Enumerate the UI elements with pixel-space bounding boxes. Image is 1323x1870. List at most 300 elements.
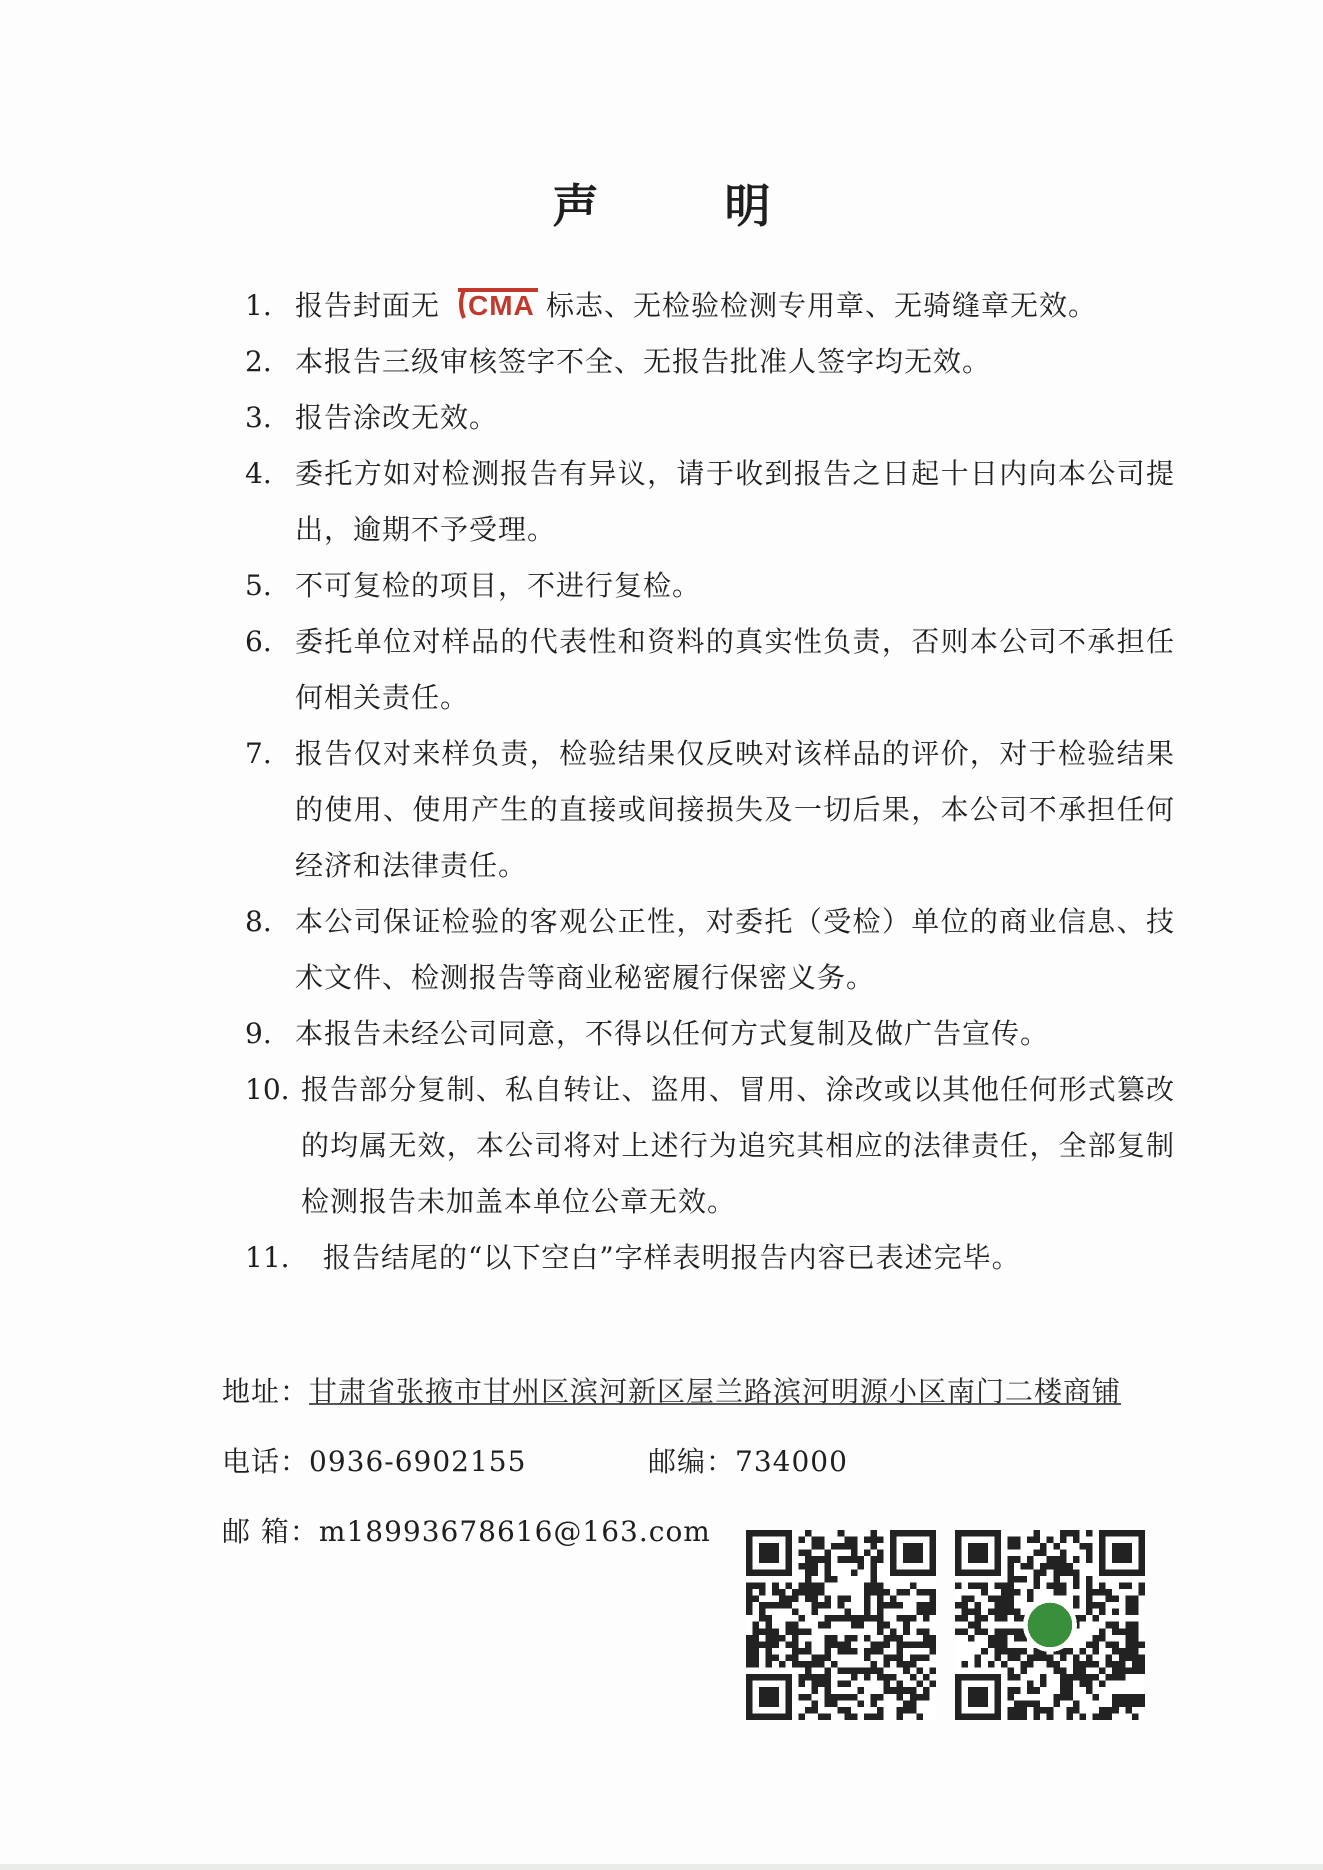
qr-module [962, 1596, 969, 1603]
qr-module [1086, 1641, 1093, 1648]
qr-module [759, 1609, 766, 1616]
qr-module [1125, 1622, 1132, 1629]
qr-module [1099, 1713, 1106, 1720]
qr-module [870, 1713, 877, 1720]
qr-module [785, 1628, 792, 1635]
qr-module [805, 1569, 812, 1576]
qr-module [831, 1576, 838, 1583]
clause-number: 11. [245, 1241, 290, 1274]
qr-module [779, 1602, 786, 1609]
qr-module [1034, 1537, 1041, 1544]
qr-module [1086, 1556, 1093, 1563]
qr-module [851, 1635, 858, 1642]
qr-module [1132, 1713, 1139, 1720]
qr-module [877, 1622, 884, 1629]
qr-module [1053, 1700, 1060, 1707]
clause-number: 2. [245, 345, 272, 378]
qr-module [1014, 1589, 1021, 1596]
qr-module [962, 1615, 969, 1622]
qr-module [746, 1641, 753, 1648]
qr-module [864, 1550, 871, 1557]
address-line [222, 1370, 1121, 1410]
clause-number: 10. [245, 1073, 290, 1106]
qr-module [994, 1602, 1001, 1609]
qr-module [805, 1530, 812, 1537]
qr-module [798, 1582, 805, 1589]
qr-module [1021, 1713, 1028, 1720]
qr-module [884, 1602, 891, 1609]
qr-module [857, 1615, 864, 1622]
qr-module [1132, 1602, 1139, 1609]
qr-module [838, 1602, 845, 1609]
qr-module [994, 1609, 1001, 1616]
qr-module [962, 1661, 969, 1668]
qr-module [975, 1609, 982, 1616]
qr-module [870, 1694, 877, 1701]
qr-module [1073, 1654, 1080, 1661]
qr-module [870, 1576, 877, 1583]
qr-module [825, 1622, 832, 1629]
phone-label: 电话： [222, 1445, 310, 1478]
qr-module [1053, 1569, 1060, 1576]
clause-item [245, 726, 1175, 894]
qr-module [844, 1556, 851, 1563]
qr-module [923, 1635, 930, 1642]
qr-module [844, 1668, 851, 1675]
qr-module [1007, 1694, 1014, 1701]
qr-module [1106, 1713, 1113, 1720]
qr-module [1034, 1707, 1041, 1714]
qr-module [1007, 1602, 1014, 1609]
qr-module [844, 1543, 851, 1550]
qr-module [1007, 1537, 1014, 1544]
qr-module [1060, 1654, 1067, 1661]
qr-module [877, 1641, 884, 1648]
qr-module [988, 1596, 995, 1603]
qr-module [994, 1615, 1001, 1622]
qr-module [844, 1713, 851, 1720]
qr-module [766, 1615, 773, 1622]
qr-module [1132, 1622, 1139, 1629]
qr-module [812, 1681, 819, 1688]
qr-module [962, 1609, 969, 1616]
qr-module [1027, 1596, 1034, 1603]
qr-module [1112, 1707, 1119, 1714]
qr-module [805, 1661, 812, 1668]
qr-module [1132, 1668, 1139, 1675]
qr-module [746, 1635, 753, 1642]
qr-module [1093, 1635, 1100, 1642]
qr-module [877, 1648, 884, 1655]
qr-module [884, 1674, 891, 1681]
qr-module [864, 1648, 871, 1655]
qr-module [975, 1622, 982, 1629]
qr-module [1027, 1654, 1034, 1661]
qr-module [877, 1694, 884, 1701]
qr-module [864, 1654, 871, 1661]
clause-list [245, 278, 1175, 1286]
qr-module [766, 1654, 773, 1661]
qr-module [746, 1661, 753, 1668]
qr-module [1060, 1681, 1067, 1688]
qr-module [1021, 1700, 1028, 1707]
address-label: 地址： [222, 1375, 310, 1408]
qr-module [818, 1674, 825, 1681]
qr-module [1040, 1707, 1047, 1714]
qr-module [812, 1537, 819, 1544]
qr-module [1099, 1602, 1106, 1609]
qr-module [779, 1589, 786, 1596]
clause-text: 本公司保证检验的客观公正性，对委托（受检）单位的商业信息、技术文件、检测报告等商业秘密履行保密义务。 [295, 905, 1175, 994]
qr-module [890, 1674, 897, 1681]
qr-module [923, 1674, 930, 1681]
qr-module [1073, 1661, 1080, 1668]
qr-module [831, 1543, 838, 1550]
qr-module [897, 1694, 904, 1701]
qr-module [831, 1635, 838, 1642]
qr-module [851, 1569, 858, 1576]
qr-module [1007, 1543, 1014, 1550]
qr-module [844, 1681, 851, 1688]
qr-module [851, 1648, 858, 1655]
qr-module [818, 1661, 825, 1668]
qr-module [1099, 1582, 1106, 1589]
qr-module [1053, 1563, 1060, 1570]
qr-module [968, 1622, 975, 1629]
qr-module [1007, 1556, 1014, 1563]
qr-module [1027, 1589, 1034, 1596]
qr-module [844, 1615, 851, 1622]
qr-module [1125, 1635, 1132, 1642]
qr-module [825, 1569, 832, 1576]
qr-module [1007, 1648, 1014, 1655]
qr-module [1106, 1707, 1113, 1714]
qr-module [844, 1537, 851, 1544]
qr-module [884, 1681, 891, 1688]
qr-module [1086, 1576, 1093, 1583]
qr-module [897, 1681, 904, 1688]
qr-module [1093, 1674, 1100, 1681]
qr-module [1112, 1668, 1119, 1675]
qr-module [1125, 1609, 1132, 1616]
qr-module [1007, 1628, 1014, 1635]
qr-module [1138, 1694, 1145, 1701]
qr-module [812, 1543, 819, 1550]
qr-module [1060, 1530, 1067, 1537]
qr-module [1040, 1550, 1047, 1557]
clause-number: 3. [245, 401, 272, 434]
qr-module [903, 1661, 910, 1668]
qr-module [798, 1661, 805, 1668]
qr-module [975, 1654, 982, 1661]
phone-line [222, 1440, 526, 1480]
qr-module [890, 1635, 897, 1642]
email-label: 邮 箱： [222, 1515, 319, 1548]
qr-module [785, 1602, 792, 1609]
qr-module [792, 1661, 799, 1668]
clause-text: 报告结尾的“以下空白”字样表明报告内容已表述完毕。 [323, 1241, 1021, 1274]
qr-module [753, 1641, 760, 1648]
qr-module [1125, 1628, 1132, 1635]
qr-module [1138, 1661, 1145, 1668]
qr-module [798, 1681, 805, 1688]
qr-module [916, 1602, 923, 1609]
qr-module [851, 1556, 858, 1563]
qr-module [988, 1661, 995, 1668]
qr-module [1014, 1700, 1021, 1707]
qr-module [903, 1687, 910, 1694]
qr-module [1027, 1661, 1034, 1668]
qr-module [923, 1602, 930, 1609]
qr-module [897, 1713, 904, 1720]
qr-module [1073, 1576, 1080, 1583]
qr-module [805, 1628, 812, 1635]
qr-module [1007, 1654, 1014, 1661]
qr-module [746, 1602, 753, 1609]
qr-module [812, 1569, 819, 1576]
qr-module [1086, 1543, 1093, 1550]
qr-module [897, 1654, 904, 1661]
qr-module [870, 1537, 877, 1544]
qr-module [870, 1668, 877, 1675]
qr-module [1073, 1569, 1080, 1576]
qr-module [805, 1707, 812, 1714]
qr-module [1027, 1537, 1034, 1544]
qr-module [1001, 1582, 1008, 1589]
qr-module [1014, 1635, 1021, 1642]
qr-module [1079, 1648, 1086, 1655]
qr-module [975, 1582, 982, 1589]
qr-module [1112, 1648, 1119, 1655]
qr-module [1014, 1609, 1021, 1616]
qr-module [825, 1576, 832, 1583]
qr-module [1034, 1550, 1041, 1557]
qr-module [955, 1582, 962, 1589]
qr-module [772, 1628, 779, 1635]
qr-module [910, 1700, 917, 1707]
qr-module [1073, 1537, 1080, 1544]
qr-module [1138, 1582, 1145, 1589]
qr-module [981, 1628, 988, 1635]
qr-module [825, 1563, 832, 1570]
qr-module [1112, 1694, 1119, 1701]
qr-module [1125, 1648, 1132, 1655]
qr-module [1014, 1628, 1021, 1635]
qr-module [870, 1641, 877, 1648]
qr-module [1073, 1674, 1080, 1681]
qr-module [1060, 1674, 1067, 1681]
qr-module [838, 1681, 845, 1688]
qr-module [870, 1700, 877, 1707]
qr-module [884, 1635, 891, 1642]
qr-module [903, 1543, 923, 1563]
qr-module [910, 1615, 917, 1622]
qr-module [1060, 1537, 1067, 1544]
qr-module [988, 1641, 995, 1648]
qr-module [994, 1641, 1001, 1648]
qr-module [870, 1582, 877, 1589]
qr-module [1001, 1641, 1008, 1648]
qr-module [1099, 1681, 1106, 1688]
qr-module [844, 1596, 851, 1603]
qr-module [812, 1556, 819, 1563]
qr-module [1001, 1615, 1008, 1622]
qr-module [1060, 1589, 1067, 1596]
qr-module [785, 1641, 792, 1648]
qr-module [1034, 1576, 1041, 1583]
qr-module [1060, 1694, 1067, 1701]
qr-module [975, 1602, 982, 1609]
clause-item [245, 1062, 1175, 1230]
qr-module [890, 1602, 897, 1609]
qr-module [1112, 1700, 1119, 1707]
clause-item [245, 1006, 1175, 1062]
qr-module [798, 1589, 805, 1596]
qr-module [1027, 1681, 1034, 1688]
qr-module [1066, 1713, 1073, 1720]
qr-module [785, 1654, 792, 1661]
qr-module [1040, 1543, 1047, 1550]
qr-module [1132, 1596, 1139, 1603]
qr-module [1132, 1648, 1139, 1655]
qr-module [916, 1681, 923, 1688]
qr-module [844, 1635, 851, 1642]
qr-module [1007, 1589, 1014, 1596]
qr-module [759, 1628, 766, 1635]
qr-code-icon [746, 1530, 936, 1720]
qr-module [870, 1569, 877, 1576]
clause-text: 不可复检的项目，不进行复检。 [295, 569, 702, 602]
qr-module [805, 1648, 812, 1655]
qr-module [968, 1609, 975, 1616]
qr-module [1086, 1654, 1093, 1661]
qr-module [1093, 1648, 1100, 1655]
qr-module [1086, 1687, 1093, 1694]
qr-module [1086, 1609, 1093, 1616]
qr-module [759, 1543, 779, 1563]
qr-module [1112, 1609, 1119, 1616]
qr-module [1014, 1654, 1021, 1661]
qr-module [1047, 1582, 1054, 1589]
qr-module [1021, 1563, 1028, 1570]
qr-module [1027, 1687, 1034, 1694]
qr-module [929, 1609, 936, 1616]
qr-module [812, 1582, 819, 1589]
qr-module [805, 1576, 812, 1583]
qr-module [1007, 1674, 1014, 1681]
qr-module [812, 1674, 819, 1681]
qr-module [903, 1707, 910, 1714]
qr-module [923, 1654, 930, 1661]
qr-module [1014, 1556, 1021, 1563]
qr-module [766, 1622, 773, 1629]
qr-module [884, 1589, 891, 1596]
qr-module [1112, 1596, 1119, 1603]
qr-module [1001, 1589, 1008, 1596]
qr-module [910, 1694, 917, 1701]
qr-module [1093, 1713, 1100, 1720]
qr-module [838, 1668, 845, 1675]
qr-module [929, 1648, 936, 1655]
qr-module [877, 1609, 884, 1616]
qr-module [890, 1628, 897, 1635]
qr-module [1073, 1596, 1080, 1603]
qr-module [825, 1648, 832, 1655]
qr-module [805, 1694, 812, 1701]
qr-module [1053, 1661, 1060, 1668]
qr-module [825, 1641, 832, 1648]
qr-module [1099, 1707, 1106, 1714]
qr-module [818, 1654, 825, 1661]
qr-module [818, 1556, 825, 1563]
qr-module [897, 1615, 904, 1622]
qr-module [1079, 1615, 1086, 1622]
qr-module [753, 1661, 760, 1668]
postcode-value: 734000 [735, 1445, 848, 1478]
qr-module [746, 1609, 753, 1616]
qr-module [1001, 1635, 1008, 1642]
qr-module [838, 1707, 845, 1714]
qr-module [766, 1648, 773, 1655]
qr-module [1093, 1615, 1100, 1622]
qr-module [929, 1589, 936, 1596]
qr-module [753, 1582, 760, 1589]
qr-module [916, 1641, 923, 1648]
qr-module [1073, 1700, 1080, 1707]
qr-module [1073, 1582, 1080, 1589]
qr-module [988, 1635, 995, 1642]
qr-module [1034, 1687, 1041, 1694]
qr-module [1040, 1563, 1047, 1570]
qr-module [1066, 1681, 1073, 1688]
qr-module [981, 1589, 988, 1596]
qr-module [923, 1694, 930, 1701]
qr-module [851, 1674, 858, 1681]
qr-module [844, 1694, 851, 1701]
qr-module [1047, 1654, 1054, 1661]
qr-module [812, 1589, 819, 1596]
qr-module [1132, 1628, 1139, 1635]
qr-module [838, 1556, 845, 1563]
qr-module [994, 1628, 1001, 1635]
qr-module [1119, 1700, 1126, 1707]
qr-module [766, 1661, 773, 1668]
qr-module [805, 1596, 812, 1603]
email-line [222, 1510, 711, 1550]
qr-module [864, 1668, 871, 1675]
qr-module [864, 1596, 871, 1603]
qr-module [994, 1648, 1001, 1655]
qr-module [857, 1556, 864, 1563]
qr-module [1007, 1576, 1014, 1583]
qr-module [870, 1556, 877, 1563]
qr-module [988, 1609, 995, 1616]
qr-module [838, 1596, 845, 1603]
qr-module [857, 1668, 864, 1675]
qr-module [1093, 1661, 1100, 1668]
qr-module [838, 1543, 845, 1550]
clause-number: 1. [245, 289, 272, 322]
qr-module [1066, 1648, 1073, 1655]
qr-module [1099, 1628, 1106, 1635]
qr-module [1106, 1661, 1113, 1668]
qr-module [785, 1582, 792, 1589]
qr-module [759, 1602, 766, 1609]
qr-module [766, 1635, 773, 1642]
qr-module [910, 1654, 917, 1661]
qr-module [1060, 1687, 1067, 1694]
qr-module [825, 1694, 832, 1701]
